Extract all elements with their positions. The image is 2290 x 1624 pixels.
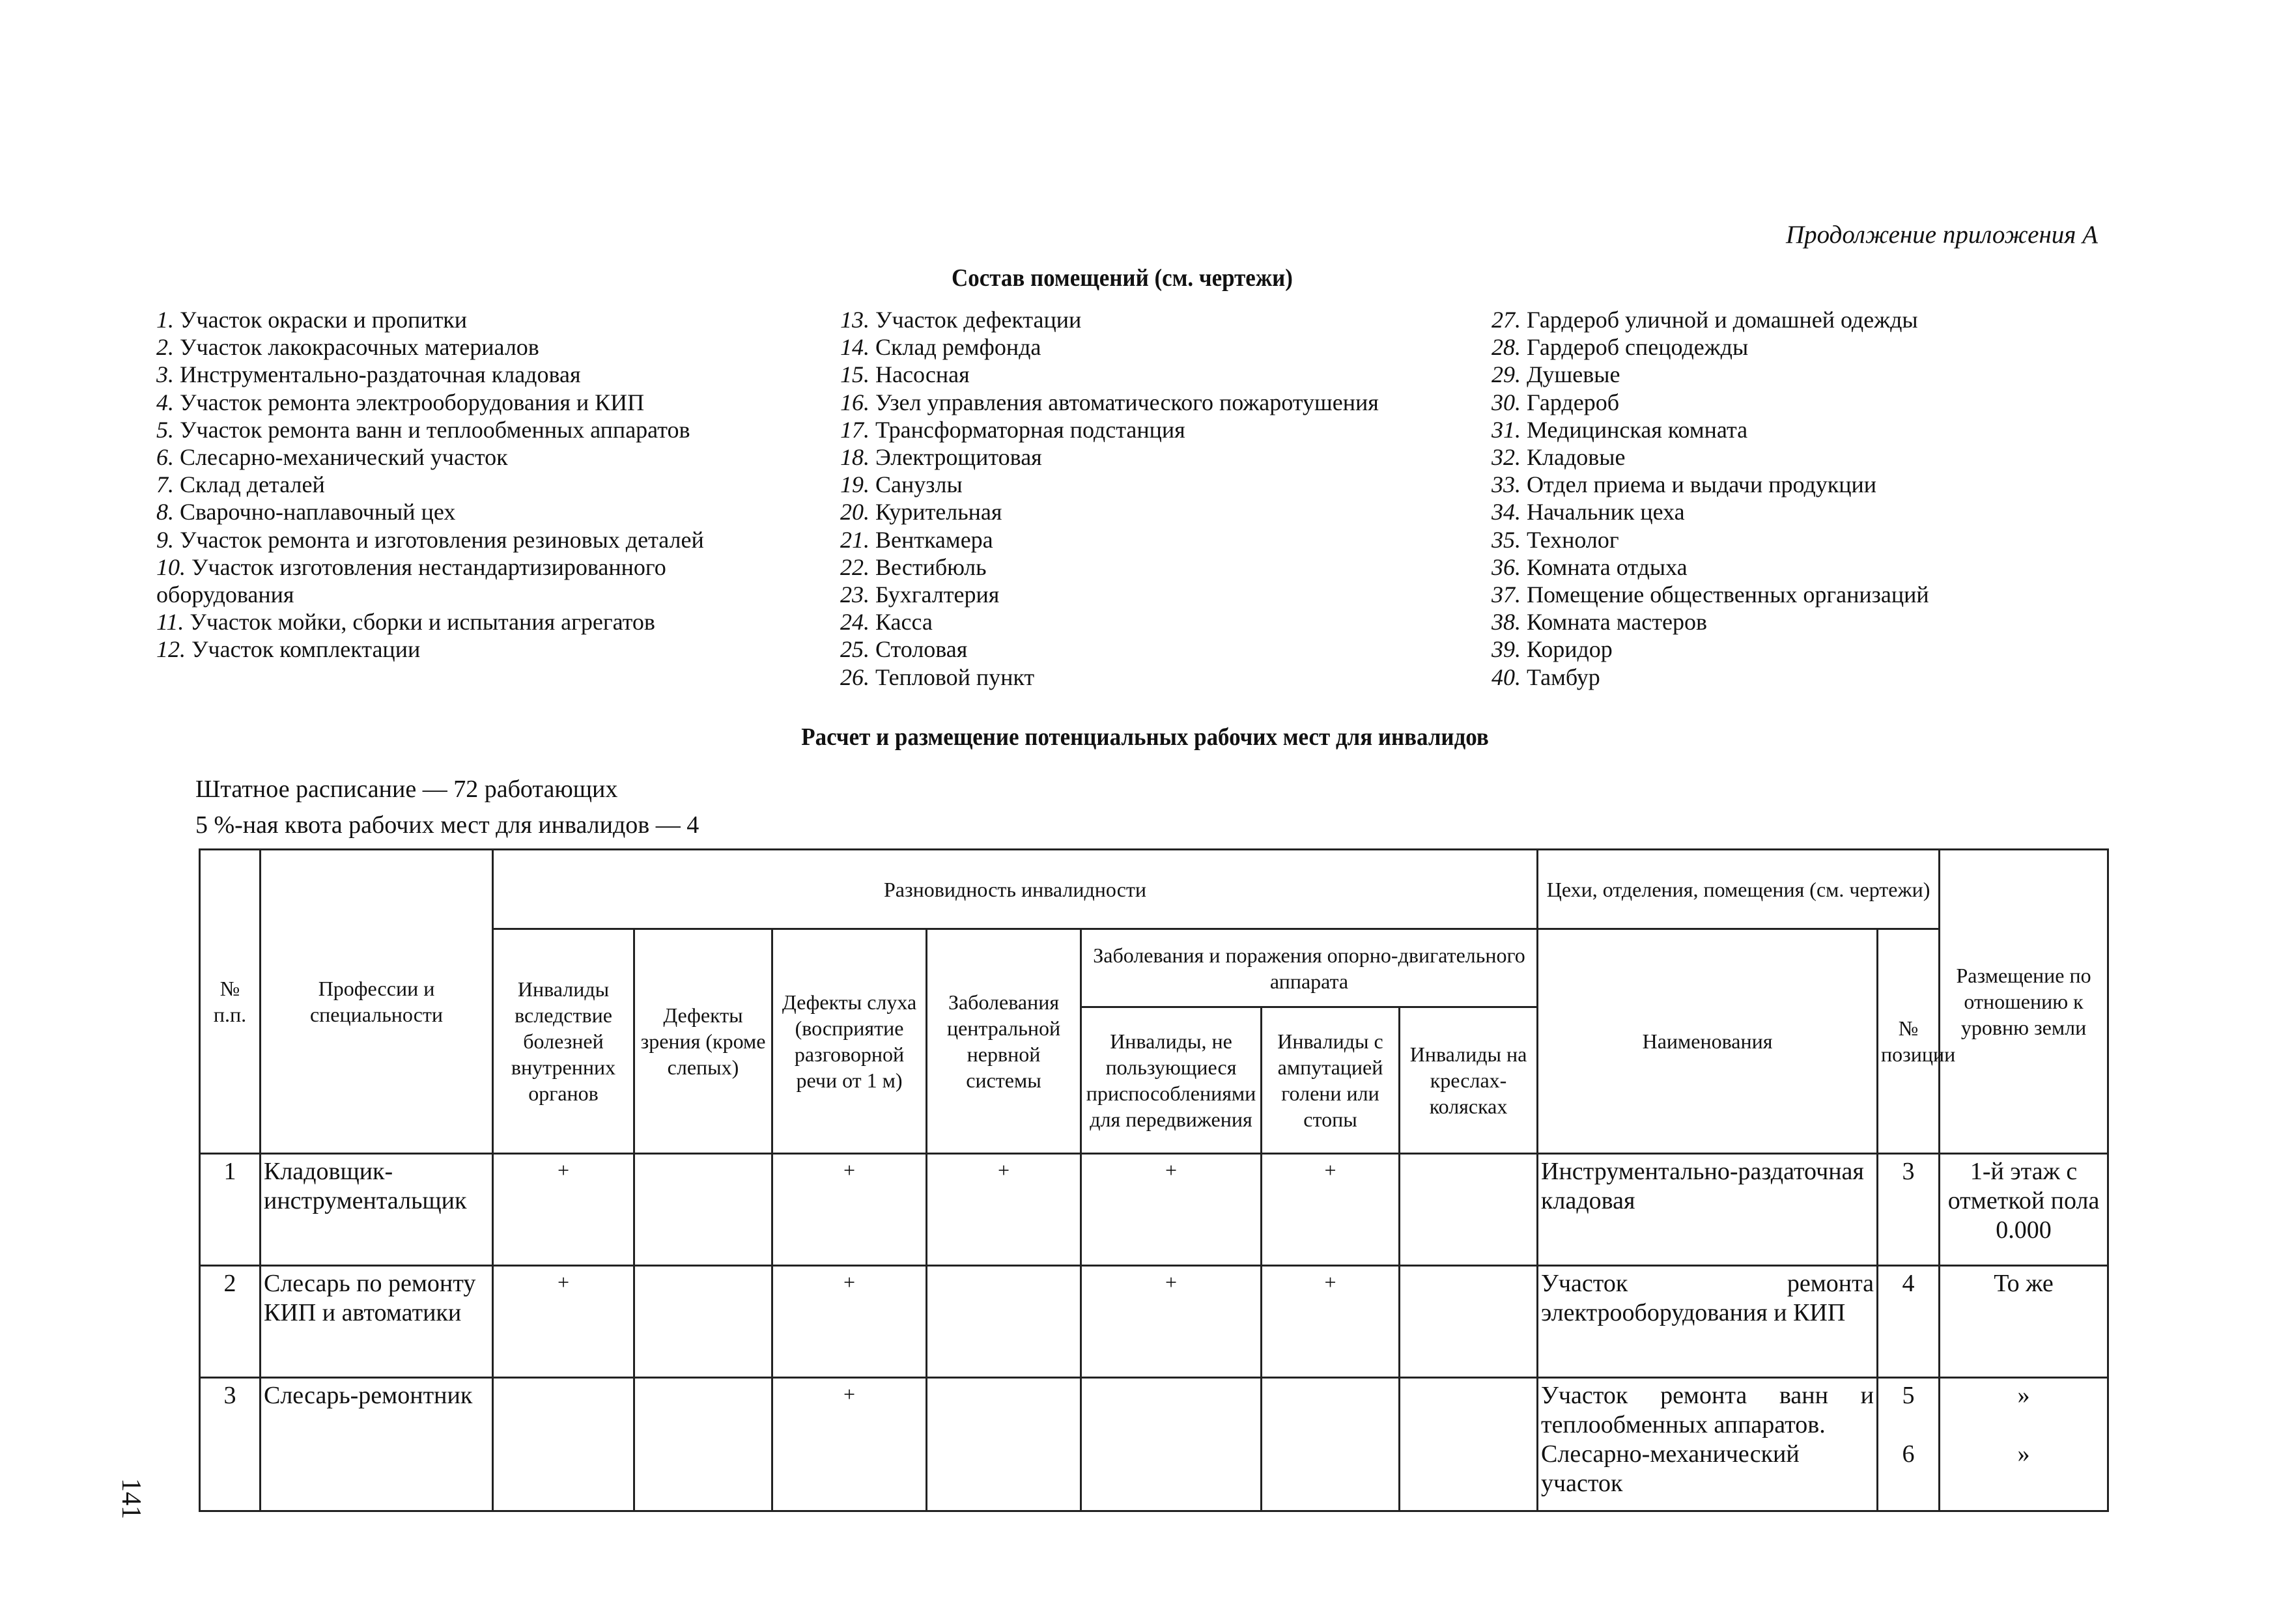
room-item: 20. Курительная: [840, 499, 1002, 525]
cell-num: 2: [200, 1266, 261, 1378]
cell-profession: Слесарь-ремонтник: [261, 1378, 493, 1511]
cell-hearing: +: [772, 1154, 927, 1266]
cell-placement-part: »: [2017, 1440, 2030, 1468]
room-item: 34. Начальник цеха: [1491, 499, 1685, 525]
room-item: 1. Участок окраски и пропитки: [156, 307, 468, 333]
cell-wheelchair: [1400, 1378, 1538, 1511]
cell-hearing: +: [772, 1378, 927, 1511]
room-item: 23. Бухгалтерия: [840, 581, 1000, 608]
rooms-column-3: [1491, 306, 2136, 691]
header-wheelchair: Инвалиды на креслах-колясках: [1400, 1007, 1538, 1154]
cell-placement: 1-й этаж с отметкой пола 0.000: [1940, 1154, 2108, 1266]
cell-amputation: [1262, 1378, 1400, 1511]
cell-vision: [634, 1378, 772, 1511]
cell-wheelchair: [1400, 1154, 1538, 1266]
table-row: [200, 1266, 2108, 1378]
room-item: 38. Комната мастеров: [1491, 609, 1707, 636]
room-item: 25. Столовая: [840, 636, 968, 663]
quota-line: 5 %-ная квота рабочих мест для инвалидов — 4: [195, 811, 700, 839]
room-item: 32. Кладовые: [1491, 444, 1626, 471]
room-item: 33. Отдел приема и выдачи продукции: [1491, 471, 1877, 498]
cell-internal: +: [493, 1154, 634, 1266]
cell-vision: [634, 1154, 772, 1266]
room-item: 8. Сварочно-наплавочный цех: [156, 499, 456, 525]
cell-placement: [1940, 1378, 2108, 1511]
room-item: 35. Технолог: [1491, 526, 1619, 553]
cell-no-aids: [1081, 1378, 1262, 1511]
staff-line: Штатное расписание — 72 работающих: [195, 776, 618, 803]
room-item: 15. Насосная: [840, 361, 970, 388]
cell-position: [1878, 1378, 1940, 1511]
header-hearing: Дефекты слуха (восприятие разговорной речи от 1 м): [772, 929, 927, 1154]
cell-wheelchair: [1400, 1266, 1538, 1378]
room-item: 18. Электрощитовая: [840, 444, 1042, 471]
header-shops-group: Цехи, отделения, помещения (см. чертежи): [1538, 850, 1940, 929]
room-item: 40. Тамбур: [1491, 664, 1600, 690]
header-amputation: Инвалиды с ампутацией голени или стопы: [1262, 1007, 1400, 1154]
room-item: 22. Вестибюль: [840, 553, 987, 580]
cell-num: 1: [200, 1154, 261, 1266]
cell-position-part: 5: [1902, 1382, 1915, 1409]
cell-position: 4: [1878, 1266, 1940, 1378]
cell-internal: [493, 1378, 634, 1511]
room-item: 6. Слесарно-механический участок: [156, 444, 508, 471]
room-item: 30. Гардероб: [1491, 389, 1620, 415]
room-item: 2. Участок лакокрасочных материалов: [156, 334, 539, 361]
cell-cns: [927, 1266, 1081, 1378]
room-item: 16. Узел управления автоматического пожаротушения: [840, 389, 1379, 415]
header-num: № п.п.: [200, 850, 261, 1154]
cell-position-part: 6: [1902, 1440, 1915, 1468]
cell-name-part: Участок ремонта ванн и теплообменных аппаратов.: [1541, 1382, 1874, 1438]
cell-placement: То же: [1940, 1266, 2108, 1378]
rooms-column-2: [840, 306, 1485, 691]
cell-placement-part: »: [2017, 1382, 2030, 1409]
room-item: 37. Помещение общественных организаций: [1491, 581, 1929, 608]
header-vision: Дефекты зрения (кроме слепых): [634, 929, 772, 1154]
cell-num: 3: [200, 1378, 261, 1511]
room-item: 7. Склад деталей: [156, 471, 325, 498]
header-internal: Инвалиды вследствие болезней внутренних органов: [493, 929, 634, 1154]
cell-profession: Кладовщик-инструментальщик: [261, 1154, 493, 1266]
cell-amputation: +: [1262, 1154, 1400, 1266]
table-row: [200, 1378, 2108, 1511]
cell-name: Инструментально-раздаточная кладовая: [1538, 1154, 1878, 1266]
calc-heading: Расчет и размещение потенциальных рабочих мест для инвалидов: [801, 723, 1489, 751]
cell-name-part: Слесарно-механический участок: [1541, 1440, 1800, 1497]
header-disability-group: Разновидность инвалидности: [493, 850, 1538, 929]
cell-profession: Слесарь по ремонту КИП и автоматики: [261, 1266, 493, 1378]
cell-no-aids: +: [1081, 1266, 1262, 1378]
room-item: 10. Участок изготовления нестандартизированного оборудования: [156, 553, 666, 608]
disability-jobs-table: [199, 848, 2109, 1512]
cell-vision: [634, 1266, 772, 1378]
header-no-aids: Инвалиды, не пользующиеся приспособлениями для передвижения: [1081, 1007, 1262, 1154]
page-number: 141: [116, 1478, 146, 1519]
cell-position: 3: [1878, 1154, 1940, 1266]
room-item: 14. Склад ремфонда: [840, 334, 1041, 361]
room-item: 4. Участок ремонта электрооборудования и КИП: [156, 389, 645, 415]
continuation-label: Продолжение приложения А: [1785, 221, 2098, 249]
cell-amputation: +: [1262, 1266, 1400, 1378]
header-position: № позиции: [1878, 929, 1940, 1154]
cell-hearing: +: [772, 1266, 927, 1378]
cell-cns: [927, 1378, 1081, 1511]
rooms-column-1: [156, 306, 808, 664]
room-item: 11. Участок мойки, сборки и испытания агрегатов: [156, 609, 655, 636]
room-item: 27. Гардероб уличной и домашней одежды: [1491, 307, 1918, 333]
room-item: 21. Венткамера: [840, 526, 993, 553]
room-item: 13. Участок дефектации: [840, 307, 1082, 333]
room-item: 26. Тепловой пункт: [840, 664, 1035, 690]
room-item: 17. Трансформаторная подстанция: [840, 416, 1185, 443]
cell-no-aids: +: [1081, 1154, 1262, 1266]
room-item: 31. Медицинская комната: [1491, 416, 1748, 443]
table-row: [200, 1154, 2108, 1266]
room-item: 29. Душевые: [1491, 361, 1620, 388]
room-item: 9. Участок ремонта и изготовления резиновых деталей: [156, 526, 704, 553]
room-item: 19. Санузлы: [840, 471, 963, 498]
cell-name: [1538, 1378, 1878, 1511]
cell-internal: +: [493, 1266, 634, 1378]
header-names: Наименования: [1538, 929, 1878, 1154]
cell-cns: +: [927, 1154, 1081, 1266]
rooms-heading: Состав помещений (см. чертежи): [952, 264, 1293, 292]
header-placement: Размещение по отношению к уровню земли: [1940, 850, 2108, 1154]
room-item: 28. Гардероб спецодежды: [1491, 334, 1749, 361]
room-item: 39. Коридор: [1491, 636, 1613, 663]
room-item: 36. Комната отдыха: [1491, 553, 1688, 580]
header-profession: Профессии и специальности: [261, 850, 493, 1154]
header-musculo-group: Заболевания и поражения опорно-двигательного аппарата: [1081, 929, 1538, 1007]
cell-name: Участок ремонта электрооборудования и КИП: [1538, 1266, 1878, 1378]
room-item: 3. Инструментально-раздаточная кладовая: [156, 361, 581, 388]
header-cns: Заболевания центральной нервной системы: [927, 929, 1081, 1154]
room-item: 24. Касса: [840, 609, 933, 636]
room-item: 12. Участок комплектации: [156, 636, 421, 663]
room-item: 5. Участок ремонта ванн и теплообменных аппаратов: [156, 416, 690, 443]
